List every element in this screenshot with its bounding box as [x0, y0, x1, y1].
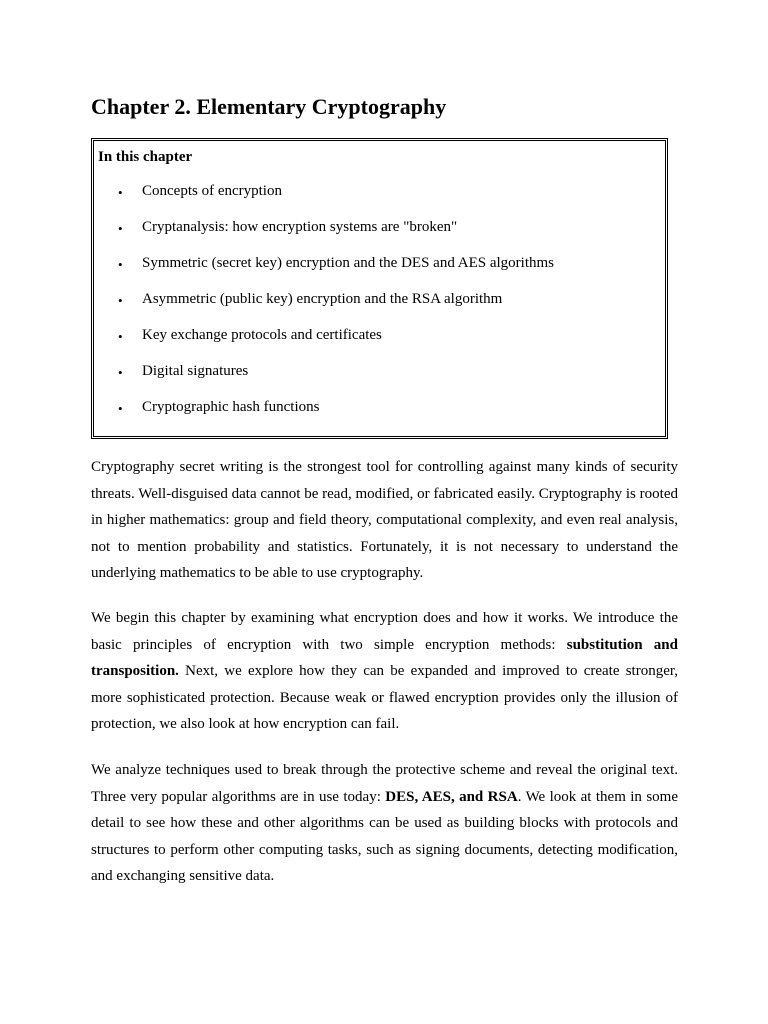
chapter-title: Chapter 2. Elementary Cryptography — [91, 94, 447, 119]
bullet-icon: • — [118, 365, 123, 380]
bullet-icon: • — [118, 401, 123, 416]
bullet-icon: • — [118, 221, 123, 236]
overview-paragraph — [91, 605, 678, 738]
list-item-label: Cryptanalysis: how encryption systems are "broken" — [142, 219, 458, 235]
list-item-label: Asymmetric (public key) encryption and the RSA algorithm — [142, 291, 503, 307]
intro-paragraph: Cryptography secret writing is the strongest tool for controlling against many kinds of security threats. Well-disguised data cannot be read, modified, or fabricated easily. Cryptography is rooted in higher mathematics: group and field theory, computational complexity, and even real analysis, not to mention probability and statistics. Fortunately, it is not necessary to understand the underlying mathematics to be able to use cryptography. — [91, 459, 678, 582]
paragraph-text: . We look at them in some detail to see how these and other algorithms can be used as building blocks with protocols and structures to perform other computing tasks, such as signing documents, detecting modification, and exchanging sensitive data. — [91, 788, 678, 885]
paragraph-text: Next, we explore how they can be expanded and improved to create stronger, more sophisticated protection. Because weak or flawed encryption provides only the illusion of protection, we also look at how encryption can fail. — [91, 663, 678, 733]
box-heading: In this chapter — [98, 149, 193, 165]
list-item-label: Digital signatures — [142, 363, 249, 379]
bullet-icon: • — [118, 329, 123, 344]
algorithms-paragraph — [91, 757, 678, 890]
list-item-label: Cryptographic hash functions — [142, 399, 320, 415]
chapter-summary-box — [91, 138, 668, 439]
list-item-label: Key exchange protocols and certificates — [142, 327, 382, 343]
bold-term: DES, AES, and RSA — [385, 788, 518, 805]
bold-term: substitution and transposition. — [91, 636, 678, 680]
paragraph-text: We begin this chapter by examining what encryption does and how it works. We introduce the basic principles of encryption with two simple encryption methods: — [91, 610, 678, 653]
list-item-label: Concepts of encryption — [142, 183, 282, 199]
paragraph-text: We analyze techniques used to break through the protective scheme and reveal the original text. Three very popular algorithms are in use today: — [91, 762, 678, 805]
list-item-label: Symmetric (secret key) encryption and the DES and AES algorithms — [142, 255, 554, 271]
bullet-icon: • — [118, 185, 123, 200]
bullet-icon: • — [118, 293, 123, 308]
bullet-icon: • — [118, 257, 123, 272]
